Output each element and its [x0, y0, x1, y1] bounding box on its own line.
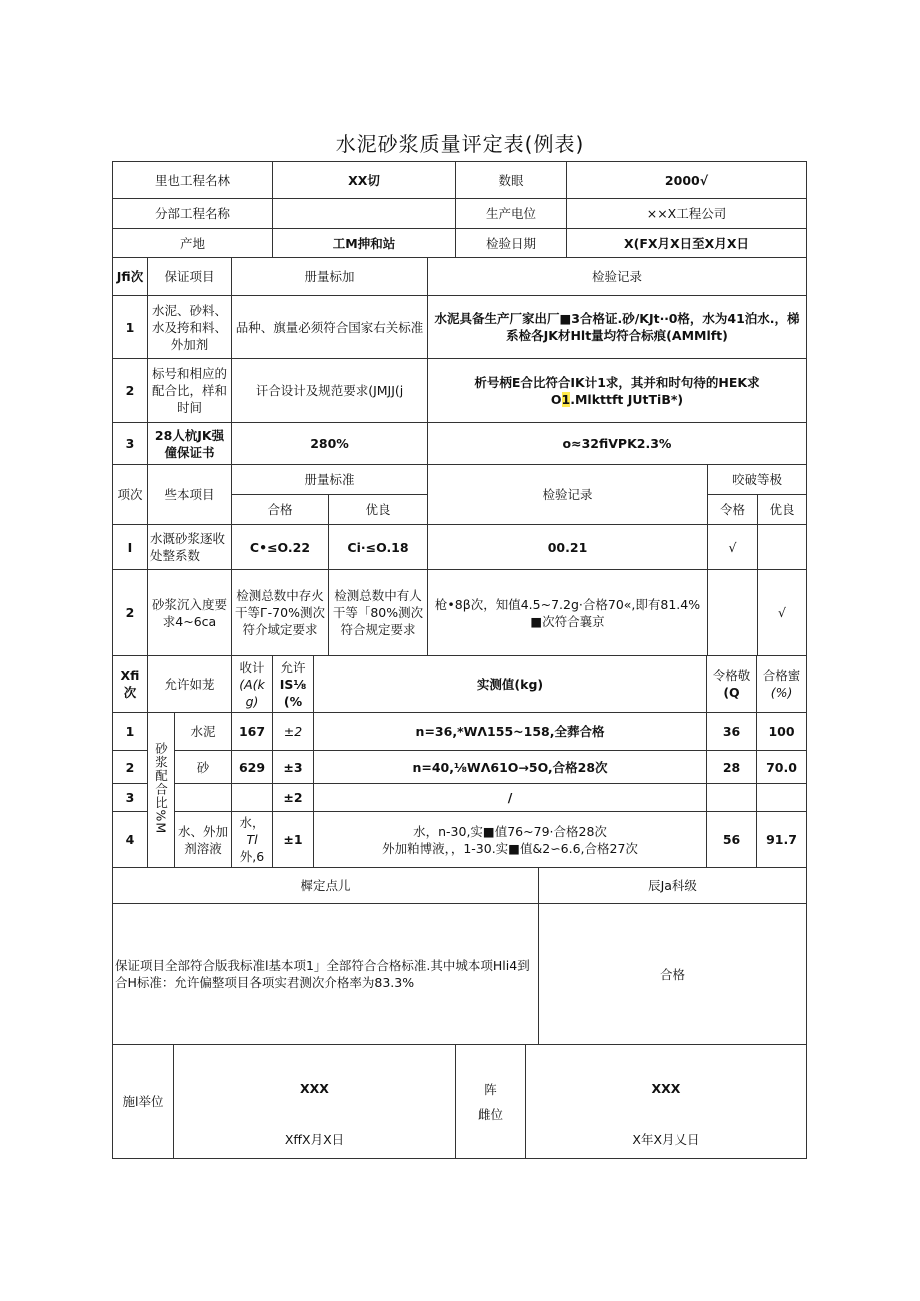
allowable-count: 36: [707, 713, 757, 751]
guarantee-header-record: 检验记录: [428, 258, 807, 296]
row-no: 1: [113, 296, 148, 359]
production-unit-label: 生产电位: [456, 199, 567, 229]
row-no: 3: [113, 784, 148, 812]
row-no: I: [113, 525, 148, 570]
allowable-header-design: 收计 (A(kg): [232, 656, 273, 713]
guarantee-header-item: 保证项目: [148, 258, 232, 296]
allowable-measured: n=40,⅛WΛ61O→5O,合格28次: [314, 751, 707, 784]
guarantee-item: 水泥、砂料、水及挎和料、外加剂: [148, 296, 232, 359]
allowable-measured: 水，n-30,实■值76~79·合格28次 外加粕博液，，1-30.实■值&2∽6.6,合格27次: [314, 812, 707, 868]
basic-qualified: 检测总数中存火干等Г-70%测次符介域定要求: [232, 570, 329, 656]
basic-excellent: 检测总数中有人干等「80%测次符合规定要求: [329, 570, 428, 656]
row-no: 4: [113, 812, 148, 868]
sub-project-label: 分部工程名称: [113, 199, 273, 229]
row-no: 1: [113, 713, 148, 751]
evaluation-grade-label: 辰Ja科级: [539, 868, 807, 904]
basic-header-grade: 咬破等极: [708, 465, 807, 495]
unit-label: 阵 雌位: [456, 1045, 526, 1159]
allowable-deviation: ±2: [273, 784, 314, 812]
allowable-count: [707, 784, 757, 812]
allowable-deviation: ±1: [273, 812, 314, 868]
origin-value: 工M抻和站: [273, 229, 456, 258]
unit-project-label: 里也工程名林: [113, 162, 273, 199]
allowable-name: 水、外加剂溶液: [175, 812, 232, 868]
allowable-count: 56: [707, 812, 757, 868]
table-row: [113, 525, 807, 570]
guarantee-item: 标号和相应的配合比，样和时间: [148, 359, 232, 423]
inspection-date-value: X(FX月X日至X月X日: [567, 229, 807, 258]
basic-header-excellent: 优良: [329, 495, 428, 525]
construction-label: 施l举位: [113, 1045, 174, 1159]
signature-table: [112, 1044, 807, 1159]
table-row: [113, 784, 807, 812]
unit-name: XXX: [651, 1080, 681, 1096]
construction-date: XffX月X日: [284, 1131, 345, 1147]
table-row: [113, 751, 807, 784]
table-row: [113, 812, 807, 868]
table-row: [113, 570, 807, 656]
allowable-header-rate: 合格蜜 (%): [757, 656, 807, 713]
basic-item: 砂浆沉入度要求4~6ca: [148, 570, 232, 656]
table-row: [113, 713, 807, 751]
allowable-design: 629: [232, 751, 273, 784]
basic-table: [112, 464, 807, 656]
guarantee-table: [112, 257, 807, 465]
basic-header-item: 些本项目: [148, 465, 232, 525]
allowable-name: [175, 784, 232, 812]
allowable-header-count: 令格敬 (Q: [707, 656, 757, 713]
basic-grade-qualified: [708, 570, 758, 656]
allowable-rate: [757, 784, 807, 812]
allowable-table: [112, 655, 807, 868]
allowable-name: 砂: [175, 751, 232, 784]
info-table: [112, 161, 807, 258]
unit-date: X年X月乂日: [632, 1131, 700, 1147]
guarantee-standard: 280%: [232, 423, 428, 465]
table-row: [113, 423, 807, 465]
row-no: 2: [113, 751, 148, 784]
allowable-rate: 100: [757, 713, 807, 751]
basic-grade-excellent: √: [758, 570, 807, 656]
row-no: 2: [113, 570, 148, 656]
basic-item: 水溉砂浆逐收处整系数: [148, 525, 232, 570]
row-no: 3: [113, 423, 148, 465]
basic-excellent: Ci·≤O.18: [329, 525, 428, 570]
guarantee-standard: 品种、旗量必须符合国家右关标准: [232, 296, 428, 359]
allowable-header-measured: 实测值(kg): [314, 656, 707, 713]
construction-name: XXX: [300, 1080, 329, 1096]
evaluation-comment: 保证项目全部符合版我标准l基本项1」全部符合合格标准.其中城本项Hli4到合H标准：允许偏整项目各项实君测次介格率为83.3%: [113, 904, 539, 1045]
unit-signature: [526, 1045, 807, 1159]
guarantee-item: 28人杭JK强僮保证书: [148, 423, 232, 465]
basic-header-record: 检验记录: [428, 465, 708, 525]
basic-header-qualified: 合格: [232, 495, 329, 525]
highlight-mark: 1: [561, 391, 571, 407]
allowable-rate: 91.7: [757, 812, 807, 868]
guarantee-standard: 讦合设计及规范要求(JMJJ(j: [232, 359, 428, 423]
guarantee-record: [428, 359, 807, 423]
allowable-header-item: 允许如茏: [148, 656, 232, 713]
inspection-date-label: 检验日期: [456, 229, 567, 258]
guarantee-header-no: Jfi次: [113, 258, 148, 296]
row-no: 2: [113, 359, 148, 423]
allowable-count: 28: [707, 751, 757, 784]
page-title: 水泥砂浆质量评定表(例表): [335, 132, 585, 156]
allowable-design: 水， Tl 外,6: [232, 812, 273, 868]
basic-header-grade-qualified: 令格: [708, 495, 758, 525]
basic-record: 00.21: [428, 525, 708, 570]
evaluation-table: [112, 867, 807, 1045]
allowable-design: 167: [232, 713, 273, 751]
basic-qualified: C•≤O.22: [232, 525, 329, 570]
allowable-measured: n=36,*WΛ155~158,全葬合格: [314, 713, 707, 751]
basic-header-standard: 册量标准: [232, 465, 428, 495]
allowable-design: [232, 784, 273, 812]
basic-header-no: 项次: [113, 465, 148, 525]
basic-header-grade-excellent: 优良: [758, 495, 807, 525]
allowable-deviation: ±2: [273, 713, 314, 751]
basic-grade-excellent: [758, 525, 807, 570]
allowable-deviation: ±3: [273, 751, 314, 784]
quantity-label: 数眼: [456, 162, 567, 199]
guarantee-record: o≈32fiVPK2.3%: [428, 423, 807, 465]
allowable-rate: 70.0: [757, 751, 807, 784]
allowable-name: 水泥: [175, 713, 232, 751]
quantity-value: 2000√: [567, 162, 807, 199]
evaluation-grade: 合格: [539, 904, 807, 1045]
allowable-measured: /: [314, 784, 707, 812]
basic-grade-qualified: √: [708, 525, 758, 570]
record-line: O1.Mlkttft JUtTiB*): [550, 391, 684, 407]
guarantee-header-standard: 册量标加: [232, 258, 428, 296]
table-row: [113, 359, 807, 423]
unit-project-value: XX切: [273, 162, 456, 199]
basic-record: 枪•8β次，知值4.5~7.2g·合格70«,即有81.4%■次符合襄京: [428, 570, 708, 656]
record-line: 析号柄E合比符合IK计1求，其并和时句待的HEK求: [474, 374, 760, 390]
guarantee-record: 水泥具备生产厂家出厂■3合格证.砂/KJt·‧0格，水为41泊水.，梯系检各JK材Hlt量均符合标痕(AMMlft): [428, 296, 807, 359]
production-unit-value: ××X工程公司: [567, 199, 807, 229]
table-row: [113, 296, 807, 359]
evaluation-comment-label: 樨定点儿: [113, 868, 539, 904]
sub-project-value: [273, 199, 456, 229]
construction-signature: [174, 1045, 456, 1159]
allowable-header-deviation: 允许 IS⅛(%: [273, 656, 314, 713]
allowable-header-no: Xfi次: [113, 656, 148, 713]
origin-label: 产地: [113, 229, 273, 258]
mix-group-label: 砂浆配合比%M: [148, 713, 175, 868]
